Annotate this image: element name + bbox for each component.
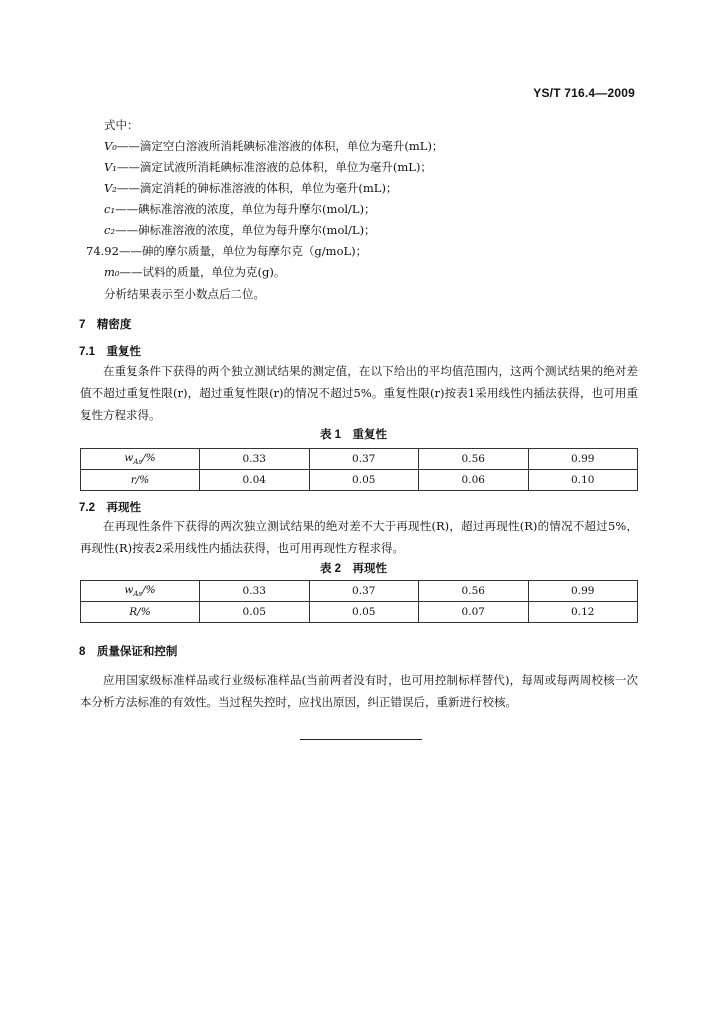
table-cell: 0.33 <box>200 449 310 470</box>
section-7-1-heading: 7.1 重复性 <box>79 346 141 358</box>
definition-v1 <box>104 159 432 175</box>
definition-text: ——碘标准溶液的浓度，单位为每升摩尔(mol/L)； <box>115 202 376 216</box>
definition-c2 <box>104 222 376 238</box>
table-header-cell: R/% <box>81 602 200 623</box>
table-row <box>81 602 638 623</box>
definition-symbol: m₀ <box>104 265 120 279</box>
definition-symbol: c₁ <box>104 202 116 216</box>
definition-molar-mass <box>86 243 367 259</box>
table-cell: 0.05 <box>309 602 419 623</box>
table-row <box>81 449 638 470</box>
definition-text: ——砷的摩尔质量，单位为每摩尔克（g/moL)； <box>118 244 368 258</box>
table-header-cell: $w_{As}/\%$ <box>81 581 200 602</box>
definition-symbol: c₂ <box>104 223 116 237</box>
table-cell: 0.37 <box>309 449 419 470</box>
section-8-body: 应用国家级标准样品或行业级标准样品(当前两者没有时，也可用控制标样替代)，每周或每两周校核一次本分析方法标准的有效性。当过程失控时，应找出原因，纠正错误后，重新进行校核。 <box>80 673 638 709</box>
definition-symbol: V₀ <box>104 139 117 153</box>
section-7-heading: 7 精密度 <box>79 319 132 331</box>
definition-v2 <box>104 180 397 196</box>
table-cell: 0.10 <box>528 470 638 491</box>
table-cell: 0.12 <box>528 602 638 623</box>
table-row <box>81 470 638 491</box>
table-2-reproducibility <box>80 580 638 623</box>
table-cell: 0.99 <box>528 449 638 470</box>
section-7-2-heading: 7.2 再现性 <box>79 502 141 514</box>
result-note: 分析结果表示至小数点后二位。 <box>104 287 265 301</box>
table-row <box>81 581 638 602</box>
standard-code: YS/T 716.4—2009 <box>533 86 635 100</box>
table-cell: 0.05 <box>309 470 419 491</box>
definition-text: ——滴定消耗的砷标准溶液的体积，单位为毫升(mL)； <box>116 181 398 195</box>
definitions-intro: 式中： <box>104 118 139 132</box>
table-cell: 0.56 <box>419 449 529 470</box>
definition-v0 <box>104 138 443 154</box>
table-cell: 0.99 <box>528 581 638 602</box>
end-rule <box>300 739 422 740</box>
table-cell: 0.33 <box>200 581 310 602</box>
table-cell: 0.56 <box>419 581 529 602</box>
table-cell: 0.37 <box>309 581 419 602</box>
definition-symbol: 74.92 <box>86 244 119 258</box>
definition-symbol: V₂ <box>104 181 117 195</box>
definition-text: ——滴定试液所消耗碘标准溶液的总体积，单位为毫升(mL)； <box>116 160 432 174</box>
table-cell: 0.06 <box>419 470 529 491</box>
definition-text: ——试料的质量，单位为克(g)。 <box>119 265 286 279</box>
section-7-1-body: 在重复条件下获得的两个独立测试结果的测定值，在以下给出的平均值范围内，这两个测试结果的绝对差值不超过重复性限(r)，超过重复性限(r)的情况不超过5%。重复性限(r)按表1采用线性内插法获得，也可用重复性方程求得。 <box>80 364 638 422</box>
table-header-cell: r/% <box>81 470 200 491</box>
table-cell: 0.04 <box>200 470 310 491</box>
table-2-caption: 表 2 再现性 <box>319 563 388 575</box>
definition-symbol: V₁ <box>104 160 117 174</box>
definition-text: ——滴定空白溶液所消耗碘标准溶液的体积，单位为毫升(mL)； <box>116 139 444 153</box>
section-8-heading: 8 质量保证和控制 <box>79 646 178 658</box>
definition-m0 <box>104 264 285 280</box>
section-7-2-body: 在再现性条件下获得的两次独立测试结果的绝对差不大于再现性(R)，超过再现性(R)的情况不超过5%，再现性(R)按表2采用线性内插法获得，也可用再现性方程求得。 <box>80 519 638 555</box>
table-1-repeatability <box>80 448 638 491</box>
definition-text: ——砷标准溶液的浓度，单位为每升摩尔(mol/L)； <box>115 223 376 237</box>
table-cell: 0.05 <box>200 602 310 623</box>
definition-c1 <box>104 201 376 217</box>
table-1-caption: 表 1 重复性 <box>319 429 388 441</box>
table-header-cell: $w_{As}/\%$ <box>81 449 200 470</box>
table-cell: 0.07 <box>419 602 529 623</box>
